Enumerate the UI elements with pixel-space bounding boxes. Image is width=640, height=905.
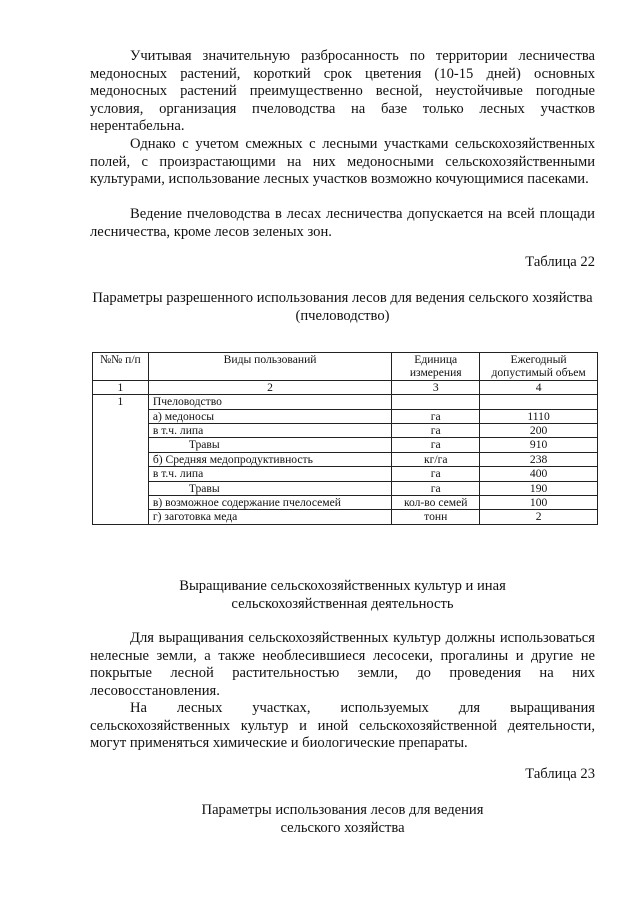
table22-title-line1: Параметры разрешенного использования лесов для ведения сельского хозяйства xyxy=(92,290,593,306)
row-kind: в т.ч. липа xyxy=(148,467,391,481)
table23-label: Таблица 23 xyxy=(525,766,595,782)
table-row xyxy=(93,496,598,510)
col-number-2: 2 xyxy=(148,380,391,394)
paragraph-agri-fields: Однако с учетом смежных с лесными участками сельскохозяйственных полей, с произрастающими на них медоносными сельскохозяйственными культурами, использование лесных участков возможно кочующимися пасеками. xyxy=(90,136,595,188)
row-number: 1 xyxy=(93,395,149,525)
row-unit: кол-во семей xyxy=(392,496,480,510)
col-number-1: 1 xyxy=(93,380,149,394)
header-num: №№ п/п xyxy=(93,353,149,381)
table22-label: Таблица 22 xyxy=(525,254,595,270)
header-unit: Единица измерения xyxy=(392,353,480,381)
col-number-4: 4 xyxy=(480,380,598,394)
section-title-line1: Выращивание сельскохозяйственных культур и иная xyxy=(179,578,506,594)
row-unit: га xyxy=(392,438,480,452)
row-unit xyxy=(392,395,480,409)
row-value: 200 xyxy=(480,424,598,438)
paragraph-beekeeping-area: Ведение пчеловодства в лесах лесничества допускается на всей площади лесничества, кроме лесов зеленых зон. xyxy=(90,206,595,240)
table-header-row xyxy=(93,353,598,381)
row-kind: в т.ч. липа xyxy=(148,424,391,438)
paragraph-chemicals: На лесных участках, используемых для выращивания сельскохозяйственных культур и иной сельскохозяйственной деятельности, могут применяться химические и биологические препараты. xyxy=(90,700,595,752)
row-kind: Травы xyxy=(148,438,391,452)
table-row xyxy=(93,481,598,495)
table22-title-line2: (пчеловодство) xyxy=(295,307,390,324)
row-kind: в) возможное содержание пчелосемей xyxy=(148,496,391,510)
table-row xyxy=(93,467,598,481)
row-value: 100 xyxy=(480,496,598,510)
table-row xyxy=(93,510,598,524)
table-row xyxy=(93,395,598,409)
table-row xyxy=(93,409,598,423)
row-unit: га xyxy=(392,481,480,495)
table22-title xyxy=(90,290,595,325)
row-value: 1110 xyxy=(480,409,598,423)
row-kind: г) заготовка меда xyxy=(148,510,391,524)
row-value: 190 xyxy=(480,481,598,495)
table23-title-line2: сельского хозяйства xyxy=(280,819,405,836)
col-number-3: 3 xyxy=(392,380,480,394)
table-row xyxy=(93,452,598,466)
row-value: 238 xyxy=(480,452,598,466)
row-value xyxy=(480,395,598,409)
header-kind: Виды пользований xyxy=(148,353,391,381)
row-unit: га xyxy=(392,424,480,438)
row-unit: га xyxy=(392,467,480,481)
table23-title-line1: Параметры использования лесов для ведения xyxy=(201,802,484,818)
row-unit: тонн xyxy=(392,510,480,524)
section-title-line2: сельскохозяйственная деятельность xyxy=(231,595,454,612)
row-kind: Пчеловодство xyxy=(148,395,391,409)
row-unit: га xyxy=(392,409,480,423)
paragraph-honey-plants: Учитывая значительную разбросанность по территории лесничества медоносных растений, короткий срок цветения (10-15 дней) основных медоносных растений преимущественно весной, неустойчивые погодные условия, организация пчеловодства на базе только лесных участков нерентабельна. xyxy=(90,48,595,135)
row-value: 2 xyxy=(480,510,598,524)
row-kind: б) Средняя медопродуктивность xyxy=(148,452,391,466)
row-kind: Травы xyxy=(148,481,391,495)
header-volume: Ежегодный допустимый объем xyxy=(480,353,598,381)
paragraph-nonforest-land: Для выращивания сельскохозяйственных культур должны использоваться нелесные земли, а также необлесившиеся лесосеки, прогалины и другие не покрытые лесной растительностью земли, до проведения на них лесовосстановления. xyxy=(90,630,595,699)
section-title xyxy=(90,578,595,613)
table-row xyxy=(93,424,598,438)
table-row xyxy=(93,438,598,452)
row-kind: а) медоносы xyxy=(148,409,391,423)
row-unit: кг/га xyxy=(392,452,480,466)
column-number-row xyxy=(93,380,598,394)
table22 xyxy=(92,352,598,525)
row-value: 400 xyxy=(480,467,598,481)
table23-title xyxy=(90,802,595,837)
row-value: 910 xyxy=(480,438,598,452)
